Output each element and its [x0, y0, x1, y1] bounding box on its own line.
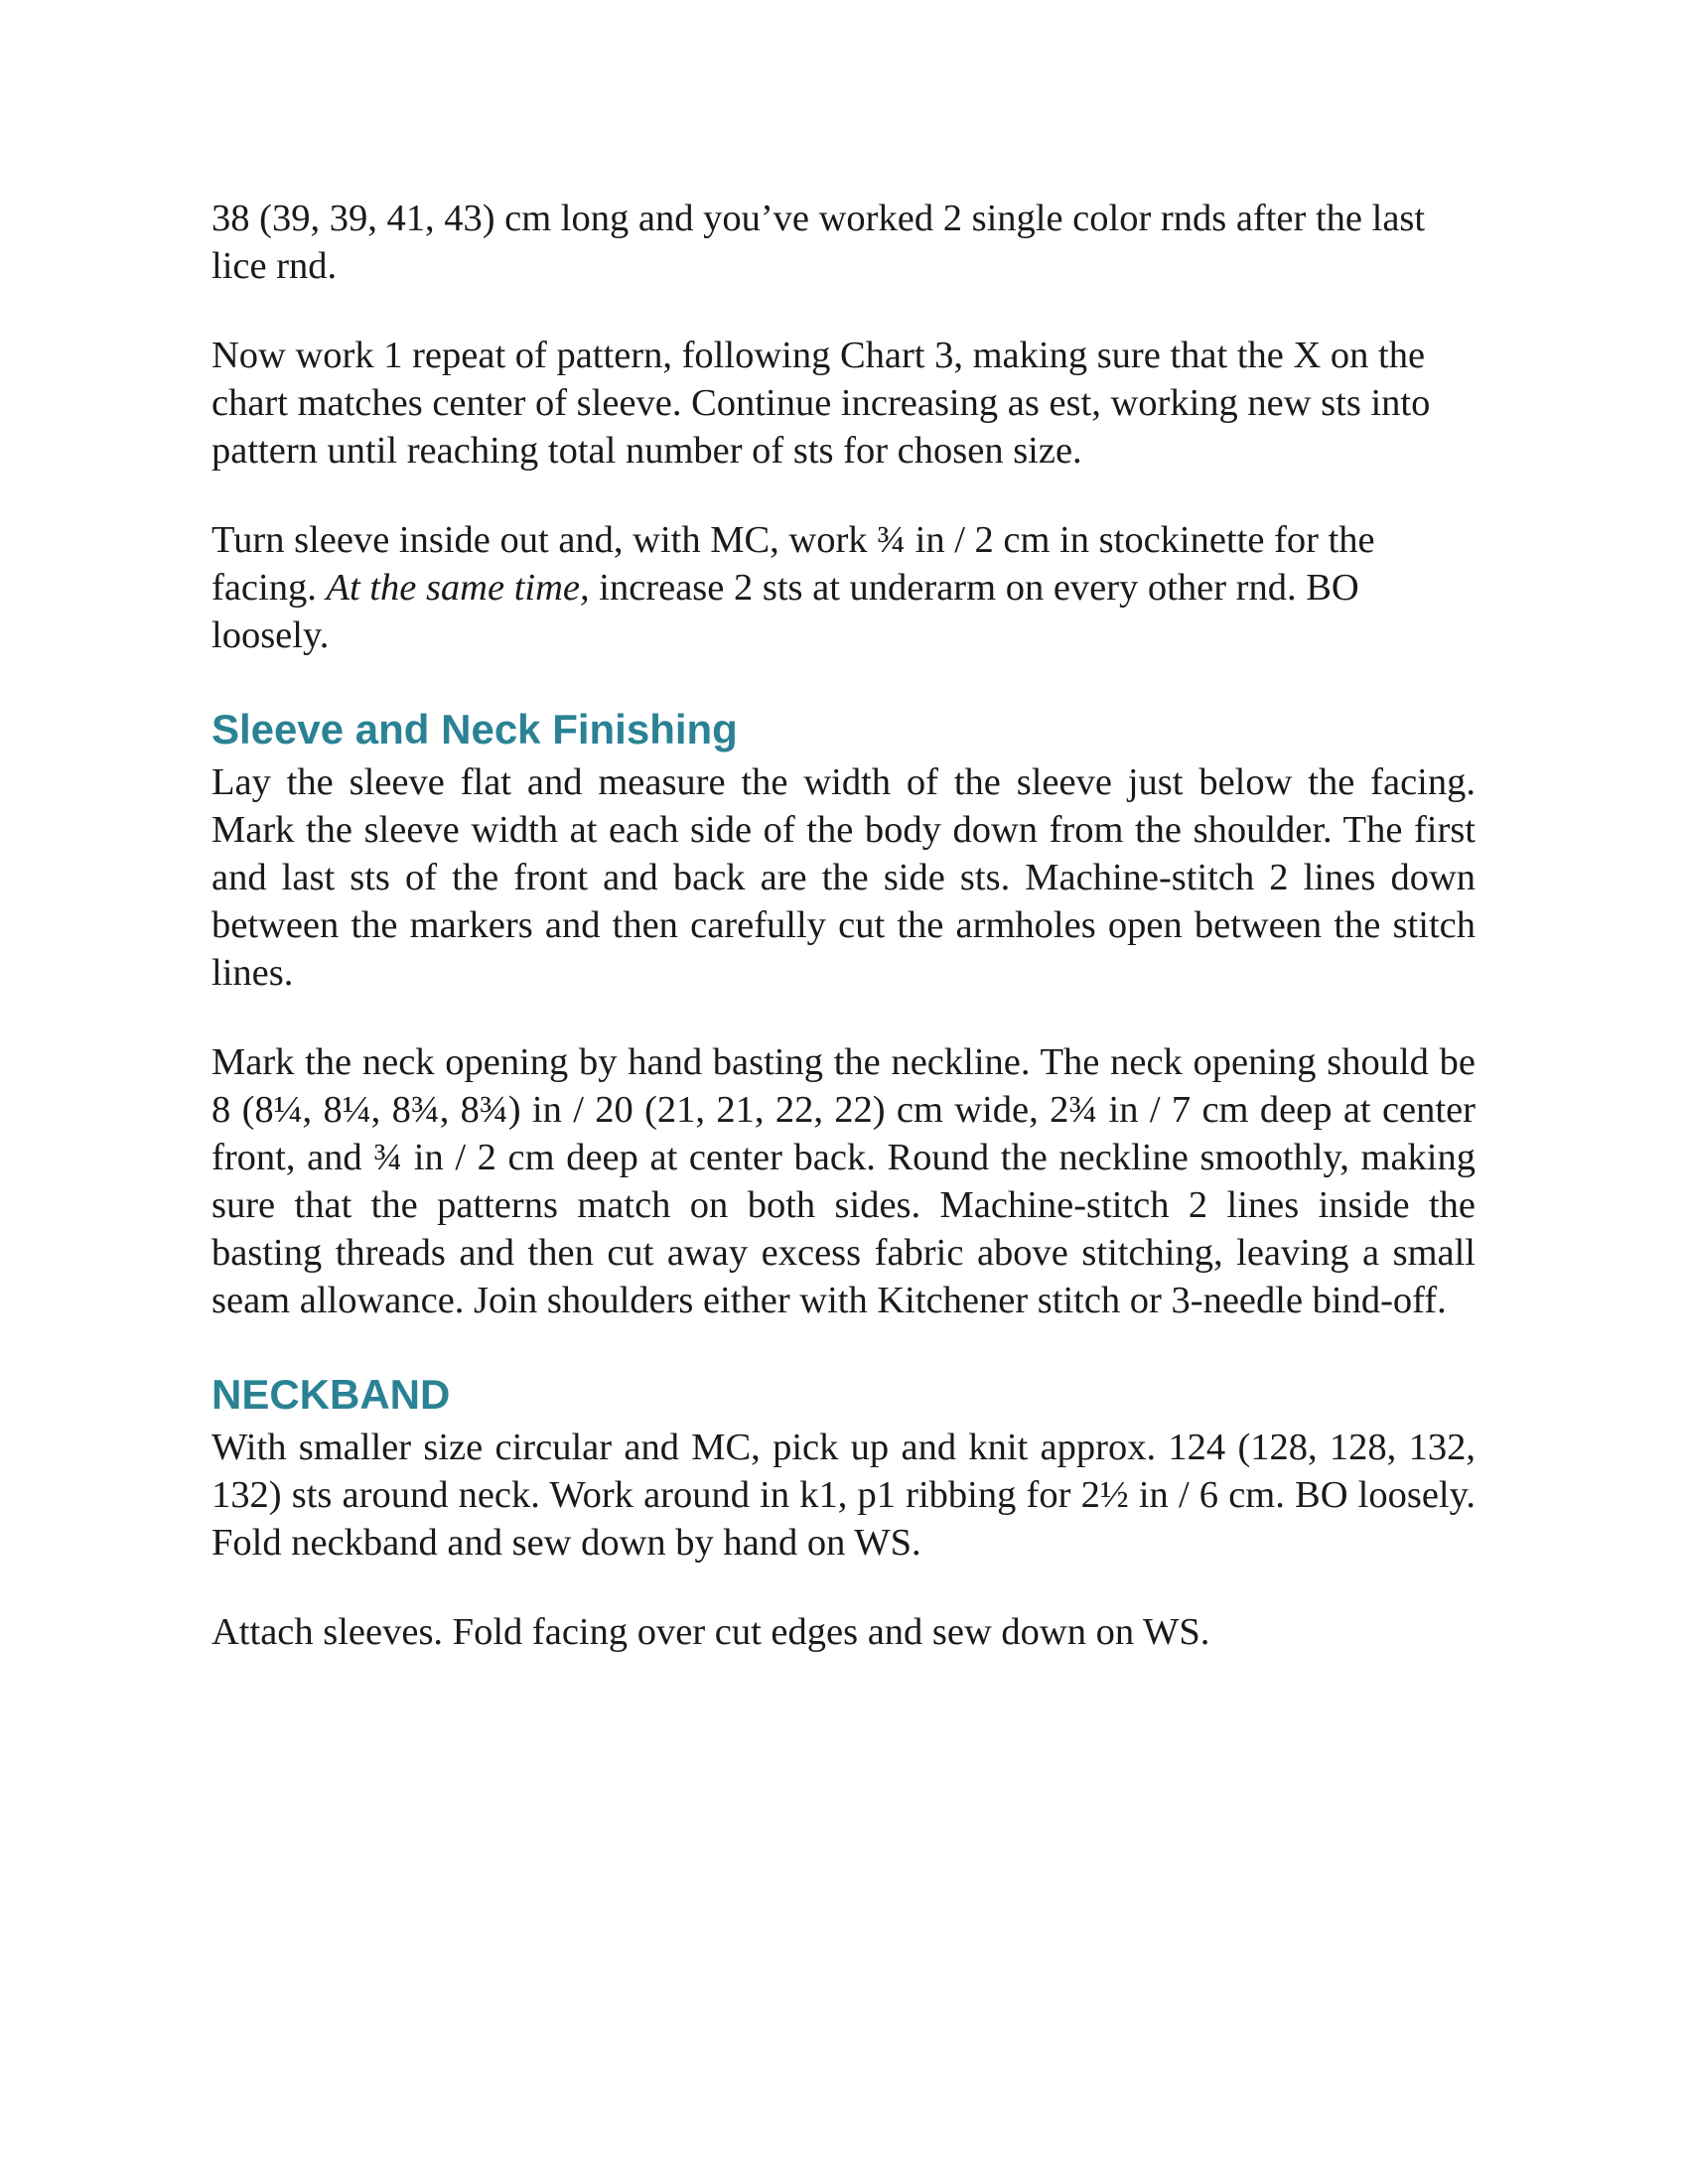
heading-sleeve-neck-finishing: Sleeve and Neck Finishing [211, 706, 738, 752]
paragraph-neck-opening: Mark the neck opening by hand basting the neckline. The neck opening should be 8 (8¼, 8¼, 8¾, 8¾) in / 20 (21, 21, 22, 22) cm wide, 2¾ in / 7 cm deep at center front, and ¾ in / 2 cm deep at center back. Round the neckline smoothly, making sure that the patterns match on both sides. Machine-stitch 2 lines inside the basting threads and then cut away excess fabric above stitching, leaving a small seam allowance. Join shoulders either with Kitchener stitch or 3-needle bind-off. [211, 1041, 1476, 1321]
facing-text-end: increase 2 sts at underarm on every other rnd. BO loosely. [211, 567, 1359, 656]
paragraph-facing [211, 516, 1476, 659]
paragraph-sleeve-length: 38 (39, 39, 41, 43) cm long and you’ve worked 2 single color rnds after the last lice rnd. [211, 198, 1426, 287]
paragraph-neckband: With smaller size circular and MC, pick up and knit approx. 124 (128, 128, 132, 132) sts around neck. Work around in k1, p1 ribbing for 2½ in / 6 cm. BO loosely. Fold neckband and sew down by hand on WS. [211, 1427, 1476, 1564]
paragraph-attach-sleeves: Attach sleeves. Fold facing over cut edges and sew down on WS. [211, 1611, 1210, 1653]
document-page [211, 195, 1476, 1656]
heading-neckband: NECKBAND [211, 1371, 451, 1418]
paragraph-sleeve-width: Lay the sleeve flat and measure the width of the sleeve just below the facing. Mark the sleeve width at each side of the body down from the shoulder. The first and last sts of the front and back are the side sts. Machine-stitch 2 lines down between the markers and then carefully cut the armholes open between the stitch lines. [211, 761, 1476, 994]
paragraph-chart-repeat: Now work 1 repeat of pattern, following Chart 3, making sure that the X on the chart matches center of sleeve. Continue increasing as est, working new sts into pattern until reaching total number of sts for chosen size. [211, 335, 1431, 472]
facing-text-start: Turn sleeve inside out and, with MC, work ¾ in / 2 cm in stockinette for the facing. [211, 519, 1375, 609]
facing-text-italic: At the same time, [326, 567, 590, 609]
